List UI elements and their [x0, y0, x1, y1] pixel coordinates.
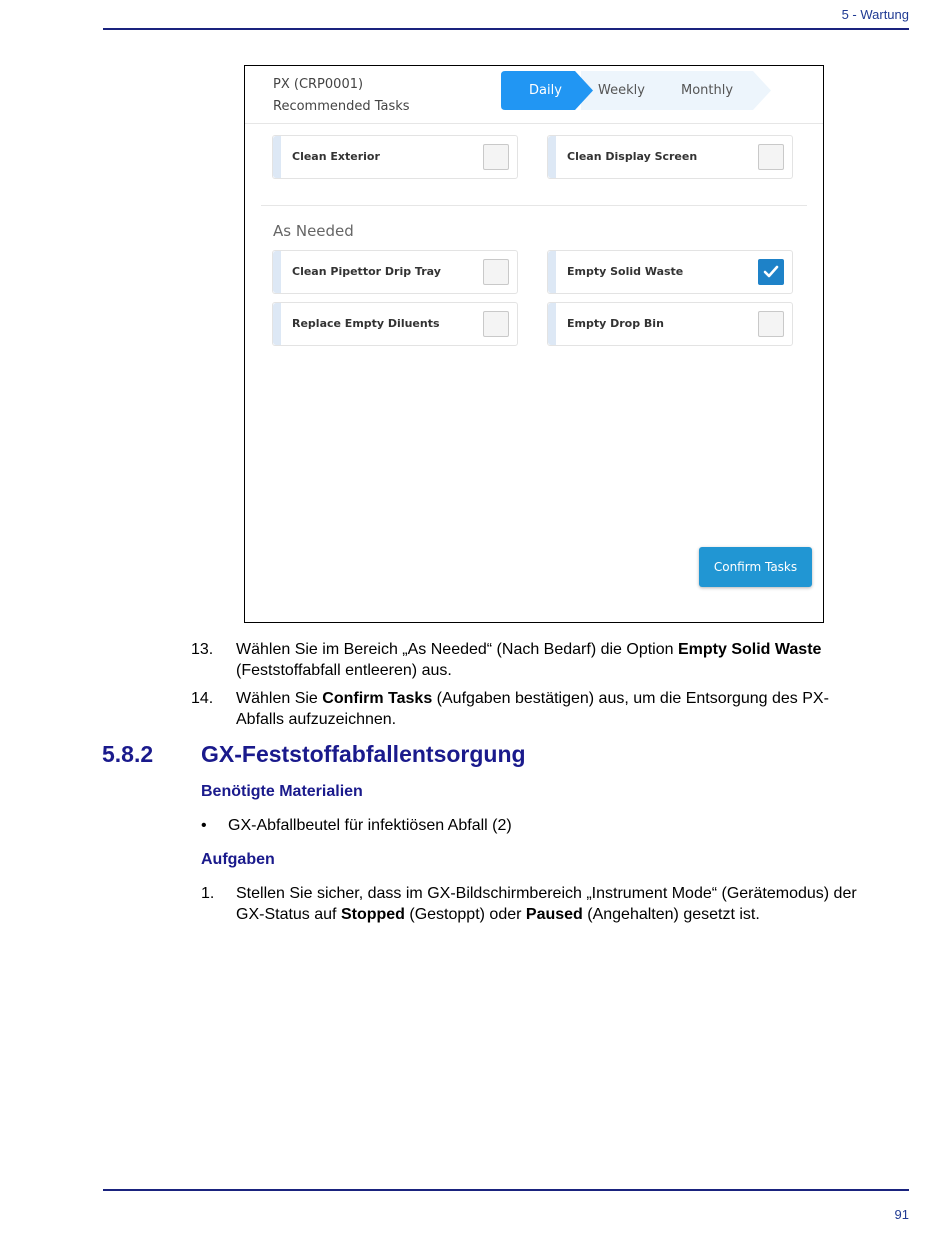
status-paused: Paused [525, 906, 583, 923]
status-stopped: Stopped [340, 906, 405, 923]
tab-weekly[interactable]: Weekly [598, 83, 645, 98]
tab-daily-label[interactable]: Daily [529, 83, 562, 98]
step-text-line2: Abfalls aufzuzeichnen. [236, 711, 397, 728]
material-text: GX-Abfallbeutel für infektiösen Abfall (2) [228, 817, 512, 834]
task-accent-bar [273, 251, 281, 293]
step-text-line2 [236, 904, 760, 925]
confirm-tasks-button[interactable]: Confirm Tasks [699, 547, 812, 587]
screenshot-figure [244, 65, 824, 623]
step-text: Wählen Sie im Bereich „As Needed“ (Nach Bedarf) die Option [236, 641, 678, 658]
step-13 [191, 639, 891, 683]
task-label: Clean Exterior [292, 150, 380, 163]
step-number: 14. [191, 690, 214, 707]
check-icon [763, 265, 779, 279]
step-number: 13. [191, 641, 214, 658]
task-clean-pipettor-drip-tray[interactable] [272, 250, 518, 294]
chapter-header: 5 - Wartung [841, 7, 909, 22]
section-number: 5.8.2 [102, 741, 154, 767]
step-text: Wählen Sie [236, 690, 323, 707]
step-bold-option: Confirm Tasks [322, 690, 433, 707]
task-empty-drop-bin[interactable] [547, 302, 793, 346]
step-text-line1 [236, 688, 829, 709]
page-number: 91 [894, 1207, 909, 1222]
task-accent-bar [548, 136, 556, 178]
task-label: Replace Empty Diluents [292, 317, 440, 330]
as-needed-heading: As Needed [273, 222, 354, 240]
frequency-tabs [501, 71, 771, 110]
step-text: (Aufgaben bestätigen) aus, um die Entsorgung des PX- [432, 690, 829, 707]
task-checkbox[interactable] [483, 144, 509, 170]
step-text: (Gestoppt) oder [404, 906, 526, 923]
task-empty-solid-waste[interactable] [547, 250, 793, 294]
task-clean-display-screen[interactable] [547, 135, 793, 179]
task-accent-bar [548, 251, 556, 293]
tasks-heading: Aufgaben [201, 851, 275, 868]
tab-monthly[interactable]: Monthly [681, 83, 734, 98]
section-title: GX-Feststoffabfallentsorgung [201, 741, 526, 767]
task-checkbox[interactable] [483, 259, 509, 285]
task-accent-bar [548, 303, 556, 345]
section-divider [261, 205, 807, 206]
task-checkbox[interactable] [758, 144, 784, 170]
header-divider [245, 123, 823, 124]
task-label: Clean Display Screen [567, 150, 698, 163]
step-text-line1: Stellen Sie sicher, dass im GX-Bildschirmbereich „Instrument Mode“ (Gerätemodus) der [236, 885, 857, 902]
step-text-line2: (Feststoffabfall entleeren) aus. [236, 662, 452, 679]
device-name: PX (CRP0001) [273, 77, 364, 92]
gx-step-1 [201, 883, 911, 927]
task-accent-bar [273, 303, 281, 345]
task-label: Empty Solid Waste [567, 265, 684, 278]
step-bold-option: Empty Solid Waste [677, 641, 822, 658]
task-label: Empty Drop Bin [567, 317, 664, 330]
step-text-line1 [236, 639, 821, 660]
step-number: 1. [201, 885, 215, 902]
step-text: (Angehalten) gesetzt ist. [582, 906, 760, 923]
step-text: GX-Status auf [236, 906, 341, 923]
task-checkbox[interactable] [758, 311, 784, 337]
materials-heading: Benötigte Materialien [201, 783, 363, 800]
task-label: Clean Pipettor Drip Tray [292, 265, 441, 278]
task-replace-empty-diluents[interactable] [272, 302, 518, 346]
step-14 [191, 688, 891, 732]
task-accent-bar [273, 136, 281, 178]
task-checkbox[interactable] [483, 311, 509, 337]
task-clean-exterior[interactable] [272, 135, 518, 179]
screen-title [273, 74, 410, 118]
header-rule [103, 28, 909, 30]
bullet-icon: • [201, 817, 207, 834]
footer-rule [103, 1189, 909, 1191]
screen-subtitle: Recommended Tasks [273, 99, 410, 114]
task-checkbox-checked[interactable] [758, 259, 784, 285]
